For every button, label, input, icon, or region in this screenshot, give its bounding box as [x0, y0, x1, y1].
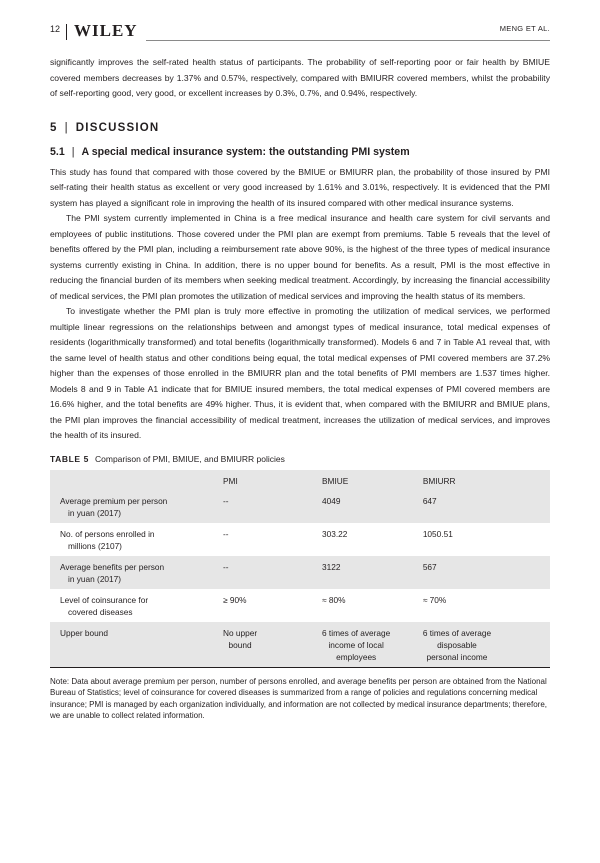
- cell-line: 1050.51: [422, 528, 453, 539]
- bmiurr-text: [423, 594, 446, 606]
- paragraph: To investigate whether the PMI plan is truly more effective in promoting the utilization of medical services, we performed multiple linear regressions on the relationships between and amongst types of medical insurance, total medical expenses of residents (logarithmically transformed) and total benefits (logarithmically transformed). Models 6 and 7 in Table A1 reveal that, with the same level of health status and other conditions being equal, the total medical expenses of PMI covered members are 37.2% higher than the expenses of those enrolled in the BMIURR plan and the total benefits of PMI members are 1.537 times higher. Models 8 and 9 in Table A1 indicate that for BMIUE insured members, the total medical expenses of PMI covered members are 16.6% higher, and the total benefits are 49% higher. Thus, it is evident that, when compared with the BMIURR and BMIUE plans, the PMI plan improves the financial accessibility of medical treatment, increases the utilization of medical services, and improves the health of its insured.: [50, 306, 550, 440]
- subsection-title: A special medical insurance system: the outstanding PMI system: [81, 145, 410, 158]
- table-row: [50, 556, 550, 589]
- bmiue-cell: [318, 490, 419, 523]
- section-separator: |: [64, 121, 69, 134]
- cell-line: Upper bound: [60, 627, 108, 638]
- article-body: [50, 55, 550, 722]
- pmi-text: [223, 594, 246, 606]
- bmiue-text: [322, 627, 390, 663]
- bmiue-text: [322, 594, 345, 606]
- section-title: DISCUSSION: [75, 121, 160, 134]
- bmiue-text: [322, 528, 347, 540]
- row-label-text: [60, 561, 215, 585]
- bmiurr-text: [423, 627, 491, 663]
- row-label-cell: [50, 622, 219, 668]
- pmi-text: [223, 495, 229, 507]
- cell-line: Average premium per person: [60, 495, 168, 506]
- cell-line: Average benefits per person: [60, 561, 165, 572]
- pmi-text: [223, 627, 257, 651]
- row-label-text: [60, 528, 215, 552]
- bmiue-text: [322, 561, 340, 573]
- page-header: [50, 20, 550, 46]
- bmiurr-text: [423, 561, 437, 573]
- subsection-heading: [50, 146, 550, 158]
- row-label-text: [60, 495, 215, 519]
- comparison-table: [50, 469, 550, 668]
- cell-line: employees: [336, 651, 377, 662]
- pmi-cell: [219, 523, 318, 556]
- intro-paragraph: significantly improves the self-rated health status of participants. The probability of self-reporting poor or fair health by BMIUE covered members decreases by 1.37% and 0.57%, respectively, compared with BMIURR covered members, whilst the probability of self-reporting good, very good, or excellent increases by 0.3%, 0.7%, and 0.94%, respectively.: [50, 57, 550, 98]
- cell-line: ≈ 80%: [322, 594, 346, 605]
- pmi-text: [223, 528, 229, 540]
- table-note: Note: Data about average premium per person, number of persons enrolled, and average benefits per person are obtained from the National Bureau of Statistics; level of coinsurance for covered diseases is summarized from a range of policies and regulations concerning medical insurance; PMI is managed by each organization individually, and information are not collected by medical insurance departments; therefore, we are unable to collect related information.: [50, 676, 548, 720]
- cell-line: --: [223, 561, 229, 572]
- cell-line: --: [223, 528, 229, 539]
- cell-line: bound: [228, 639, 252, 650]
- bmiurr-cell: [419, 523, 550, 556]
- row-label-cell: [50, 556, 219, 589]
- cell-line: No. of persons enrolled in: [60, 528, 155, 539]
- row-label-cell: [50, 589, 219, 622]
- cell-line: personal income: [426, 651, 488, 662]
- bmiurr-cell: [419, 556, 550, 589]
- cell-line: ≥ 90%: [223, 594, 247, 605]
- cell-line: income of local: [328, 639, 384, 650]
- section-number: 5: [50, 121, 58, 134]
- pmi-cell: [219, 490, 318, 523]
- bmiue-cell: [318, 622, 419, 668]
- row-label-text: [60, 594, 215, 618]
- cell-line: 303.22: [322, 528, 348, 539]
- column-header: BMIUE: [318, 469, 419, 490]
- cell-line: disposable: [437, 639, 477, 650]
- cell-line: 567: [422, 561, 437, 572]
- pmi-cell: [219, 556, 318, 589]
- subsection-number: 5.1: [50, 145, 65, 158]
- table-row: [50, 589, 550, 622]
- section-heading: [50, 122, 550, 134]
- header-rule: [146, 40, 550, 41]
- pmi-cell: [219, 622, 318, 668]
- subsection-separator: |: [71, 145, 75, 158]
- bmiurr-text: [423, 495, 437, 507]
- table-row: [50, 622, 550, 668]
- paragraph: The PMI system currently implemented in China is a free medical insurance and health care system for civil servants and employees of public institutions. Those covered under the PMI plan are exempt from premiums. Table 5 reveals that the level of benefits offered by the PMI plan, including a reimbursement rate above 90%, is the highest of the three types of medical insurance systems currently existing in China. In addition, there is no upper bound for benefits. As a result, PMI is the most effective in reducing the financial burden of its members when seeking medical treatment. Accordingly, by increasing the financial accessibility of medical services, the PMI plan promotes the utilization of medical services and improving the health status of its members.: [50, 213, 550, 301]
- header-divider: [66, 24, 67, 40]
- bmiurr-cell: [419, 490, 550, 523]
- row-label-cell: [50, 490, 219, 523]
- column-header: [50, 469, 219, 490]
- cell-line: millions (2107): [68, 540, 122, 551]
- row-label-text: [60, 627, 215, 639]
- pmi-text: [223, 561, 229, 573]
- cell-line: covered diseases: [68, 606, 133, 617]
- cell-line: 4049: [322, 495, 341, 506]
- table-caption-text: Comparison of PMI, BMIUE, and BMIURR policies: [95, 453, 285, 464]
- bmiue-cell: [318, 589, 419, 622]
- running-head: MENG ET AL.: [499, 24, 550, 33]
- pmi-cell: [219, 589, 318, 622]
- column-header: PMI: [219, 469, 318, 490]
- bmiurr-cell: [419, 622, 550, 668]
- bmiue-cell: [318, 523, 419, 556]
- bmiurr-text: [423, 528, 453, 540]
- cell-line: 6 times of average: [322, 627, 391, 638]
- cell-line: --: [223, 495, 229, 506]
- cell-line: Level of coinsurance for: [60, 594, 149, 605]
- bmiue-cell: [318, 556, 419, 589]
- cell-line: ≈ 70%: [422, 594, 447, 605]
- table-caption: [50, 454, 550, 464]
- table-row: [50, 523, 550, 556]
- cell-line: 647: [422, 495, 437, 506]
- table-row: [50, 490, 550, 523]
- table-label: TABLE 5: [50, 453, 89, 464]
- bmiurr-cell: [419, 589, 550, 622]
- cell-line: in yuan (2017): [68, 507, 122, 518]
- bmiue-text: [322, 495, 340, 507]
- publisher-logo: WILEY: [74, 21, 138, 40]
- cell-line: 3122: [322, 561, 341, 572]
- row-label-cell: [50, 523, 219, 556]
- cell-line: in yuan (2017): [68, 573, 122, 584]
- paragraph: This study has found that compared with those covered by the BMIUE or BMIURR plan, the probability of those insured by PMI self-rating their health status as excellent or very good increased by 1.61% and 3.01%, respectively. It is evidenced that the PMI system has played a significant role in improving the health of its insured compared with other medical insurance systems.: [50, 166, 550, 208]
- column-header: BMIURR: [419, 469, 550, 490]
- cell-line: 6 times of average: [422, 627, 492, 638]
- page-number: 12: [50, 24, 61, 34]
- table-header-row: [50, 469, 550, 490]
- cell-line: No upper: [223, 627, 258, 638]
